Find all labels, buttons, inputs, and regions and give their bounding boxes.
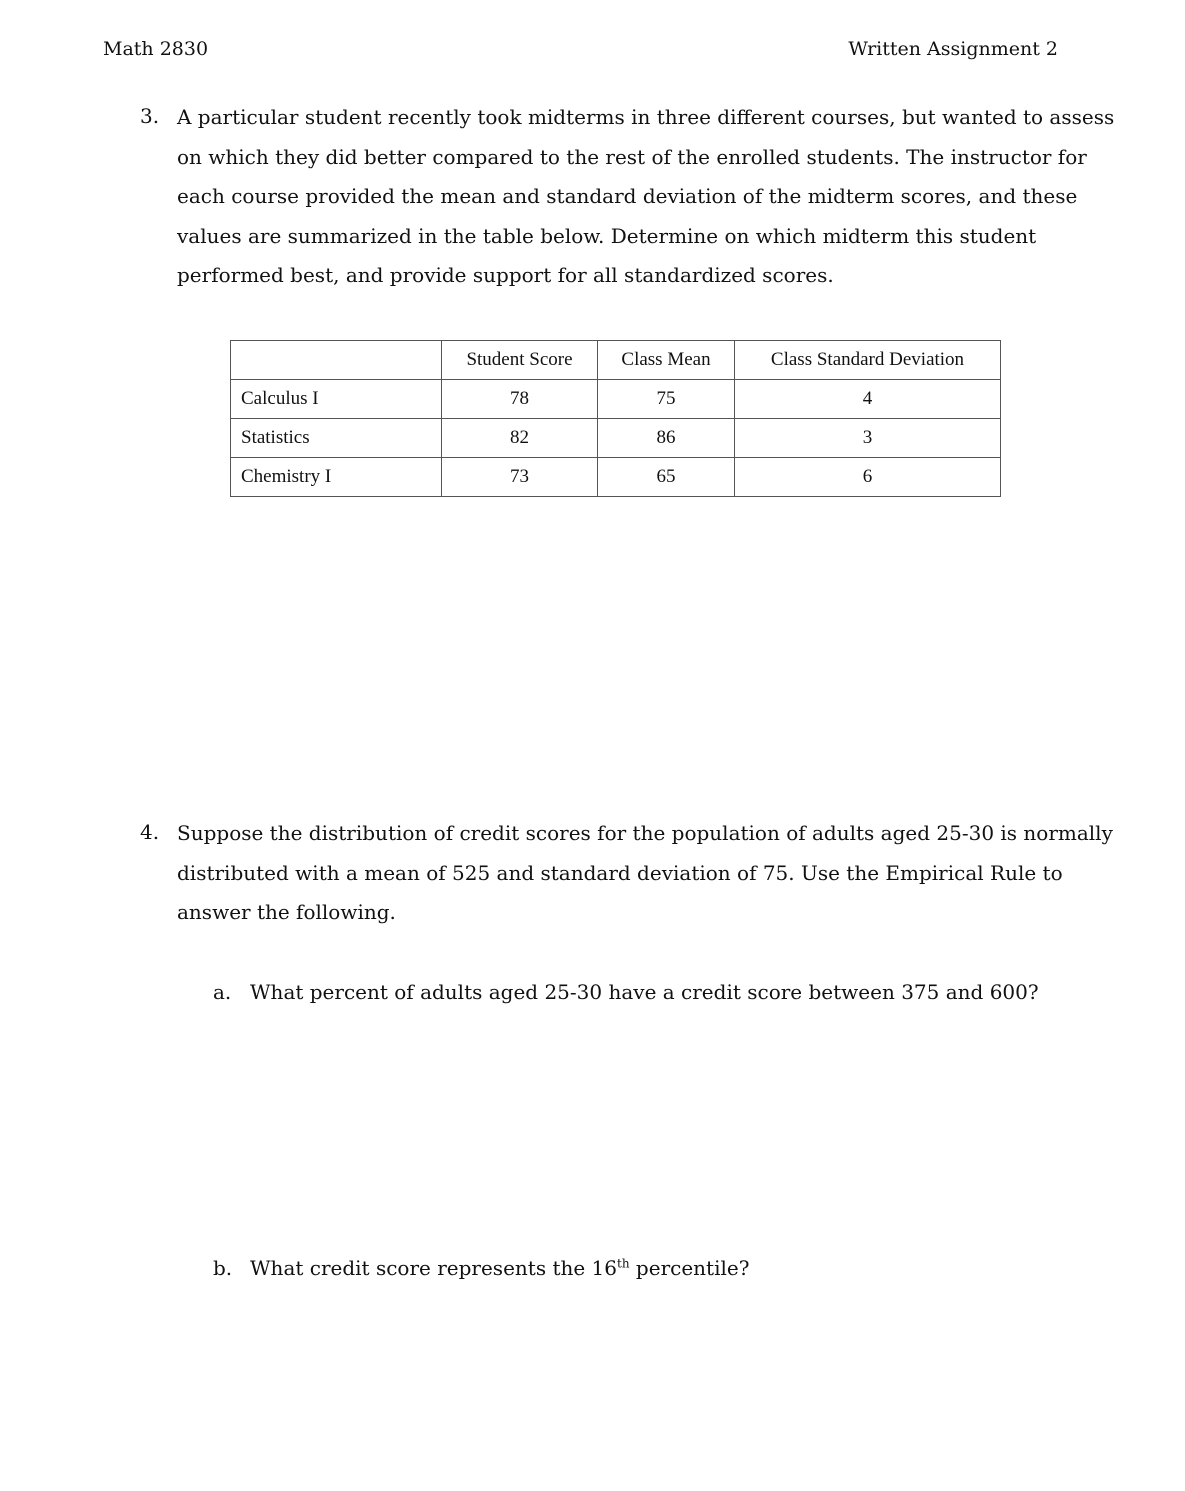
table-header-class-mean: Class Mean: [598, 341, 735, 380]
assignment-header: Written Assignment 2: [848, 38, 1058, 60]
part-b-text: [250, 1256, 749, 1280]
course-header: Math 2830: [103, 38, 209, 60]
part-a-label: a.: [213, 980, 232, 1004]
table-header-class-sd: Class Standard Deviation: [735, 341, 1001, 380]
class-sd-cell: 4: [735, 380, 1001, 419]
course-name-cell: Chemistry I: [231, 458, 442, 497]
class-mean-cell: 86: [598, 419, 735, 458]
table-header-blank: [231, 341, 442, 380]
table-row: [231, 419, 1001, 458]
course-name-cell: Statistics: [231, 419, 442, 458]
class-sd-cell: 6: [735, 458, 1001, 497]
student-score-cell: 82: [442, 419, 598, 458]
table-row: [231, 458, 1001, 497]
question-4-text: Suppose the distribution of credit scores for the population of adults aged 25-30 is normally distributed with a mean of 525 and standard deviation of 75. Use the Empirical Rule to answer the following.: [177, 821, 1113, 924]
table-header-row: [231, 341, 1001, 380]
student-score-cell: 73: [442, 458, 598, 497]
student-score-cell: 78: [442, 380, 598, 419]
course-name-cell: Calculus I: [231, 380, 442, 419]
question-3-text: A particular student recently took midterms in three different courses, but wanted to assess on which they did better compared to the rest of the enrolled students. The instructor for each course provided the mean and standard deviation of the midterm scores, and these values are summarized in the table below. Determine on which midterm this student performed best, and provide support for all standardized scores.: [177, 105, 1115, 287]
part-a-text: What percent of adults aged 25-30 have a credit score between 375 and 600?: [250, 980, 1039, 1004]
midterm-scores-table: [230, 340, 1001, 497]
class-sd-cell: 3: [735, 419, 1001, 458]
part-b-text-after: percentile?: [629, 1256, 750, 1280]
part-b-label: b.: [213, 1256, 233, 1280]
table-header-student-score: Student Score: [442, 341, 598, 380]
ordinal-superscript: th: [617, 1256, 630, 1271]
question-4-number: 4.: [140, 820, 160, 844]
class-mean-cell: 65: [598, 458, 735, 497]
question-3-number: 3.: [140, 104, 160, 128]
part-b-text-before: What credit score represents the 16: [250, 1256, 618, 1280]
table-row: [231, 380, 1001, 419]
class-mean-cell: 75: [598, 380, 735, 419]
